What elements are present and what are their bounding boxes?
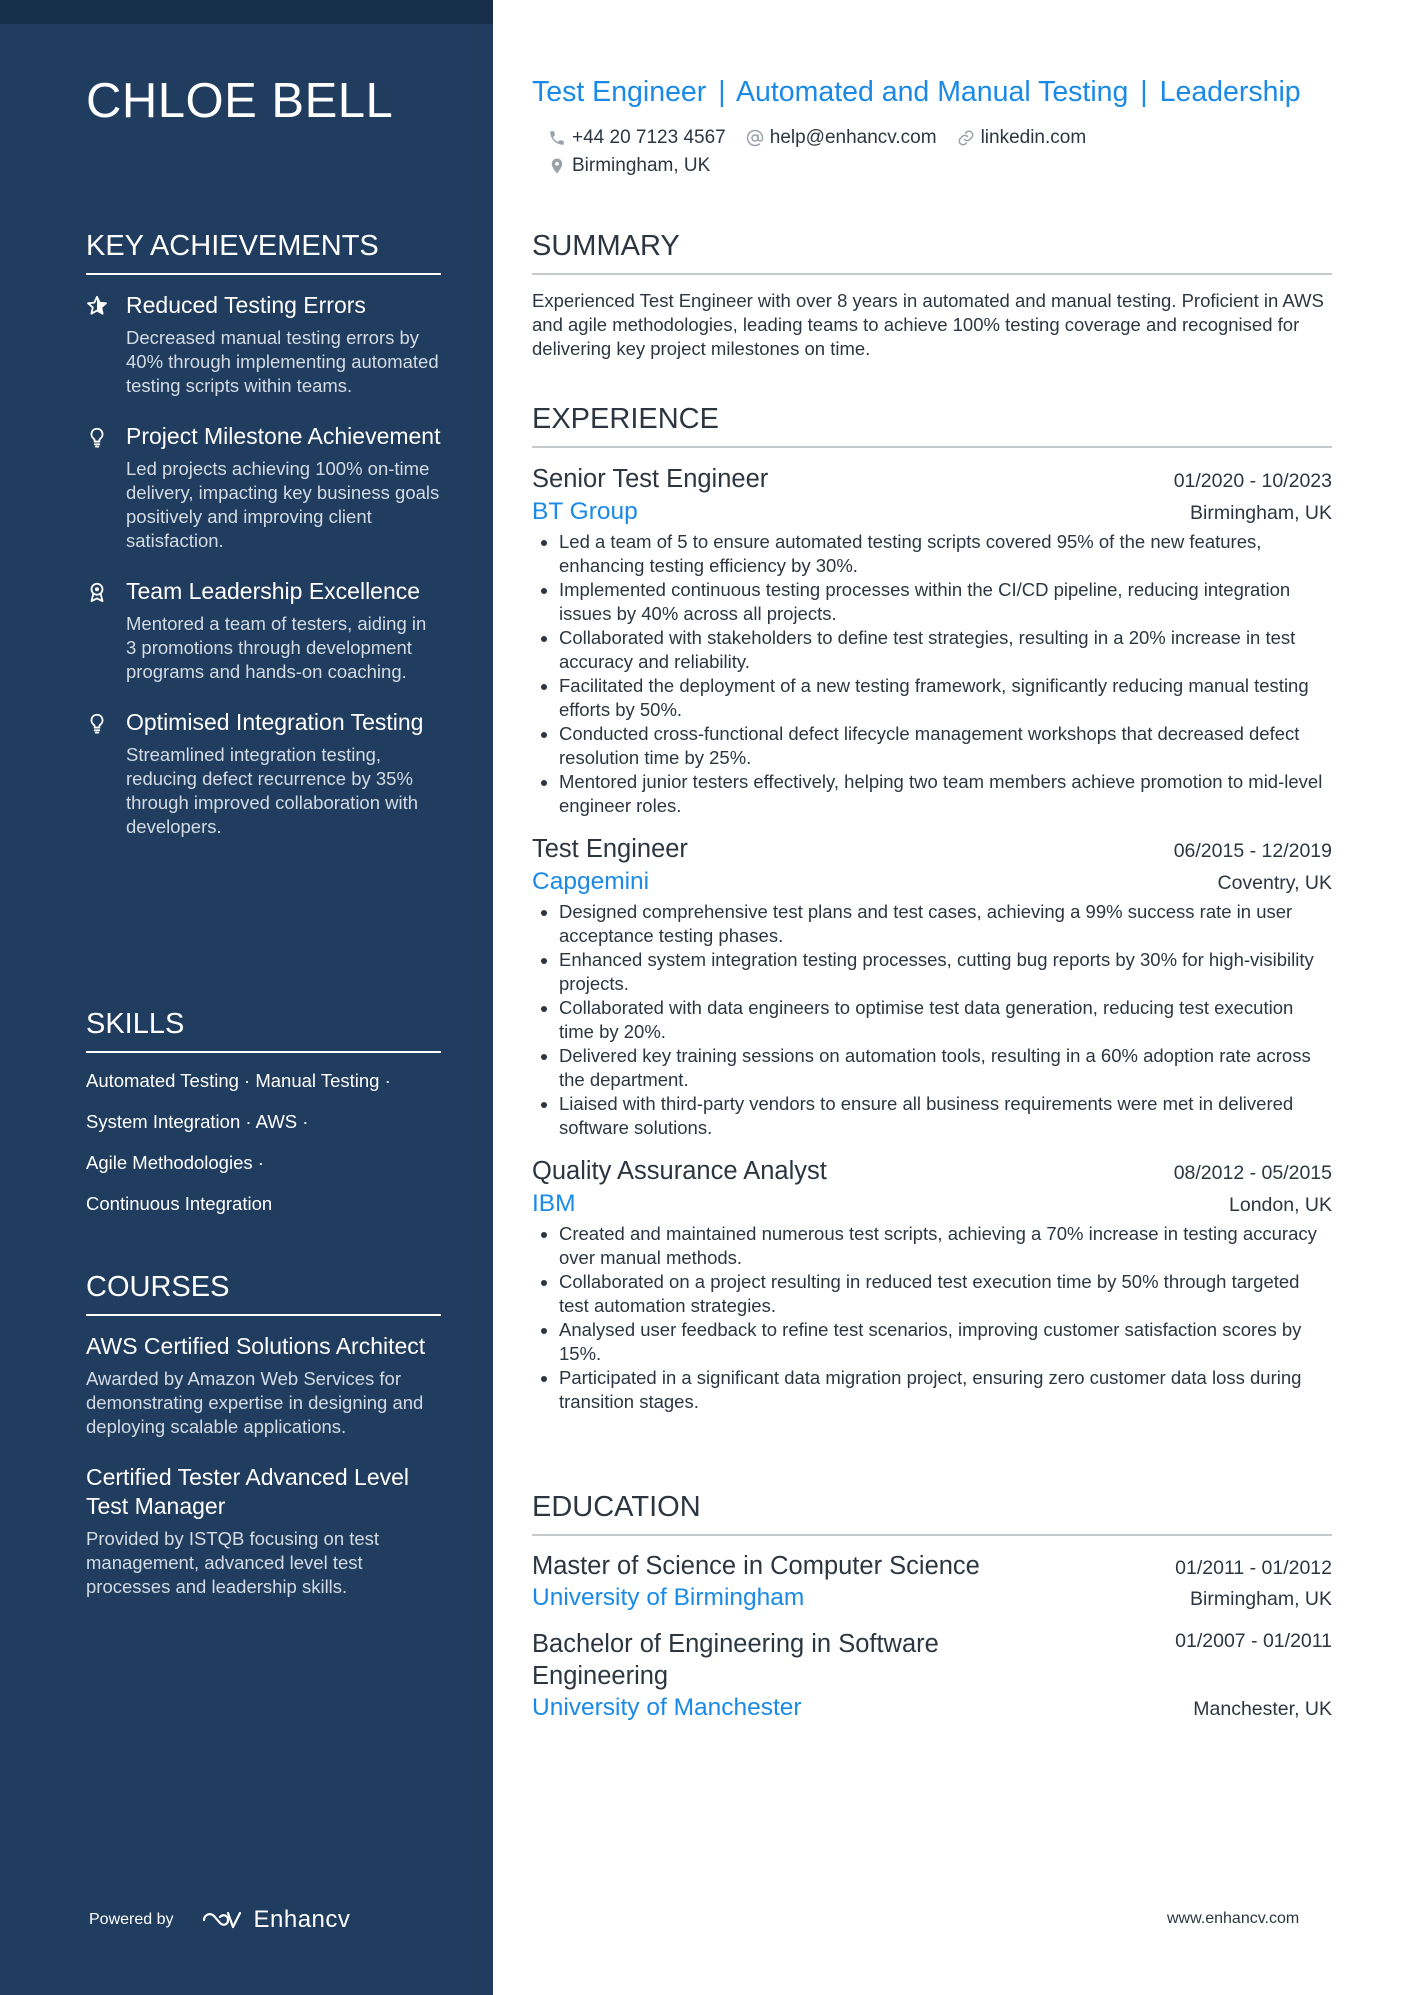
skill-line: Agile Methodologies · — [86, 1152, 264, 1173]
location-contact — [548, 155, 710, 177]
company-name: Capgemini — [532, 868, 650, 895]
award-icon — [86, 577, 126, 684]
achievement-desc: Streamlined integration testing, reducing defect recurrence by 35% through improved collaboration with developers. — [126, 744, 419, 837]
course-desc: Provided by ISTQB focusing on test management, advanced level test processes and leadership skills. — [86, 1528, 380, 1597]
course-title: AWS Certified Solutions Architect — [86, 1333, 426, 1359]
course-desc: Awarded by Amazon Web Services for demonstrating expertise in designing and deploying scalable applications. — [86, 1368, 424, 1437]
education-location: Manchester, UK — [1193, 1698, 1332, 1720]
job-location: Birmingham, UK — [1190, 502, 1332, 524]
degree-title: Master of Science in Computer Science — [532, 1552, 980, 1580]
achievement-title: Optimised Integration Testing — [126, 709, 424, 735]
experience-heading: EXPERIENCE — [532, 401, 1332, 448]
job-bullet: • Designed comprehensive test plans and test cases, achieving a 99% success rate in user acceptance testing phases. — [559, 900, 1332, 948]
candidate-name: CHLOE BELL — [86, 74, 394, 128]
achievement-desc: Decreased manual testing errors by 40% through implementing automated testing scripts within teams. — [126, 327, 439, 396]
job-location: Coventry, UK — [1217, 872, 1332, 894]
job-bullet: • Collaborated on a project resulting in reduced test execution time by 50% through targeted test automation strategies. — [559, 1270, 1332, 1318]
job-bullet: • Liaised with third-party vendors to ensure all business requirements were met in delivered software solutions. — [559, 1092, 1332, 1140]
sidebar-top-band — [0, 0, 493, 24]
job-title: Senior Test Engineer — [532, 465, 769, 493]
star-icon — [86, 291, 126, 398]
job-bullet: • Led a team of 5 to ensure automated testing scripts covered 95% of the new features, enhancing testing efficiency by 30%. — [559, 530, 1332, 578]
headline — [532, 74, 1352, 110]
job-bullet: • Collaborated with stakeholders to define test strategies, resulting in a 20% increase in test accuracy and reliability. — [559, 626, 1332, 674]
job-entry — [532, 832, 1332, 1140]
skill-line: Automated Testing · Manual Testing · — [86, 1070, 391, 1091]
linkedin-contact[interactable] — [957, 127, 1087, 149]
phone-icon — [548, 129, 566, 147]
achievement-title: Team Leadership Excellence — [126, 578, 421, 604]
skills-list — [86, 1069, 441, 1216]
education-entry — [532, 1550, 1332, 1614]
job-location: London, UK — [1229, 1194, 1332, 1216]
skill-line: Continuous Integration — [86, 1193, 273, 1214]
enhancv-logo[interactable] — [200, 1906, 351, 1934]
job-bullets — [532, 900, 1332, 1140]
headline-part: Test Engineer — [532, 76, 707, 108]
skills-section — [86, 1006, 441, 1233]
achievement-title: Project Milestone Achievement — [126, 423, 441, 449]
job-bullet: • Analysed user feedback to refine test scenarios, improving customer satisfaction scores by 15%. — [559, 1318, 1332, 1366]
job-bullets — [532, 1222, 1332, 1414]
job-bullets — [532, 530, 1332, 818]
linkedin-text: linkedin.com — [980, 127, 1087, 148]
skill-line: System Integration · AWS · — [86, 1111, 309, 1132]
contact-info — [548, 124, 1106, 180]
lightbulb-icon — [86, 708, 126, 839]
job-entry — [532, 1154, 1332, 1414]
achievement-item — [86, 577, 441, 684]
summary-section — [532, 228, 1332, 361]
job-bullet: • Collaborated with data engineers to optimise test data generation, reducing test execution time by 20%. — [559, 996, 1332, 1044]
email-contact[interactable] — [746, 127, 937, 149]
education-dates: 01/2007 - 01/2011 — [1175, 1630, 1332, 1652]
job-dates: 01/2020 - 10/2023 — [1173, 470, 1332, 492]
education-section — [532, 1489, 1332, 1738]
job-bullet: • Implemented continuous testing processes within the CI/CD pipeline, reducing integration issues by 40% across all projects. — [559, 578, 1332, 626]
job-bullet: • Facilitated the deployment of a new testing framework, significantly reducing manual testing efforts by 50%. — [559, 674, 1332, 722]
website-link[interactable]: www.enhancv.com — [1167, 1910, 1300, 1927]
at-icon — [746, 129, 764, 147]
job-bullet: • Participated in a significant data migration project, ensuring zero customer data loss during transition stages. — [559, 1366, 1332, 1414]
school-name: University of Birmingham — [532, 1584, 805, 1611]
company-name: BT Group — [532, 498, 638, 525]
job-bullet: • Created and maintained numerous test scripts, achieving a 70% increase in testing accuracy over manual methods. — [559, 1222, 1332, 1270]
location-text: Birmingham, UK — [572, 155, 711, 176]
achievement-desc: Led projects achieving 100% on-time delivery, impacting key business goals positively and improving client satisfaction. — [126, 458, 440, 551]
achievements-heading: KEY ACHIEVEMENTS — [86, 228, 441, 275]
skills-heading: SKILLS — [86, 1006, 441, 1053]
achievement-title: Reduced Testing Errors — [126, 292, 366, 318]
headline-separator: | — [718, 76, 726, 108]
powered-by-label: Powered by — [89, 1911, 174, 1928]
job-dates: 08/2012 - 05/2015 — [1173, 1162, 1332, 1184]
course-item — [86, 1463, 441, 1599]
sidebar — [0, 0, 493, 1995]
job-title: Test Engineer — [532, 835, 688, 863]
achievement-item — [86, 708, 441, 839]
school-name: University of Manchester — [532, 1694, 802, 1721]
job-bullet: • Conducted cross-functional defect lifecycle management workshops that decreased defect resolution time by 25%. — [559, 722, 1332, 770]
enhancv-brand: Enhancv — [253, 1906, 351, 1933]
job-title: Quality Assurance Analyst — [532, 1157, 827, 1185]
powered-by — [89, 1906, 350, 1934]
email-text: help@enhancv.com — [769, 127, 937, 148]
course-title: Certified Tester Advanced Level Test Manager — [86, 1464, 410, 1519]
location-pin-icon — [548, 157, 566, 175]
enhancv-logo-icon — [200, 1908, 246, 1932]
link-icon — [957, 129, 975, 147]
headline-part: Automated and Manual Testing — [735, 76, 1129, 108]
job-bullet: • Mentored junior testers effectively, helping two team members achieve promotion to mid-level engineer roles. — [559, 770, 1332, 818]
phone-contact[interactable] — [548, 127, 726, 149]
lightbulb-icon — [86, 422, 126, 553]
headline-part: Leadership — [1159, 76, 1301, 108]
courses-section — [86, 1269, 441, 1623]
education-entry — [532, 1628, 1332, 1724]
summary-heading: SUMMARY — [532, 228, 1332, 275]
job-dates: 06/2015 - 12/2019 — [1173, 840, 1332, 862]
company-name: IBM — [532, 1190, 576, 1217]
education-heading: EDUCATION — [532, 1489, 1332, 1536]
degree-title: Bachelor of Engineering in Software Engineering — [532, 1630, 939, 1690]
achievements-section — [86, 228, 441, 863]
job-bullet: • Enhanced system integration testing processes, cutting bug reports by 30% for high-visibility projects. — [559, 948, 1332, 996]
course-item — [86, 1332, 441, 1439]
achievement-item — [86, 291, 441, 398]
education-location: Birmingham, UK — [1190, 1588, 1332, 1610]
experience-section — [532, 401, 1332, 1428]
headline-separator: | — [1140, 76, 1148, 108]
job-bullet: • Delivered key training sessions on automation tools, resulting in a 60% adoption rate across the department. — [559, 1044, 1332, 1092]
phone-text: +44 20 7123 4567 — [572, 127, 726, 148]
job-entry — [532, 462, 1332, 818]
achievement-desc: Mentored a team of testers, aiding in 3 promotions through development programs and hands-on coaching. — [126, 613, 427, 682]
education-dates: 01/2011 - 01/2012 — [1175, 1557, 1332, 1579]
achievement-item — [86, 422, 441, 553]
courses-heading: COURSES — [86, 1269, 441, 1316]
summary-text: Experienced Test Engineer with over 8 years in automated and manual testing. Proficient in AWS and agile methodologies, leading teams to achieve 100% testing coverage and recognised for delivering key project milestones on time. — [532, 290, 1324, 359]
